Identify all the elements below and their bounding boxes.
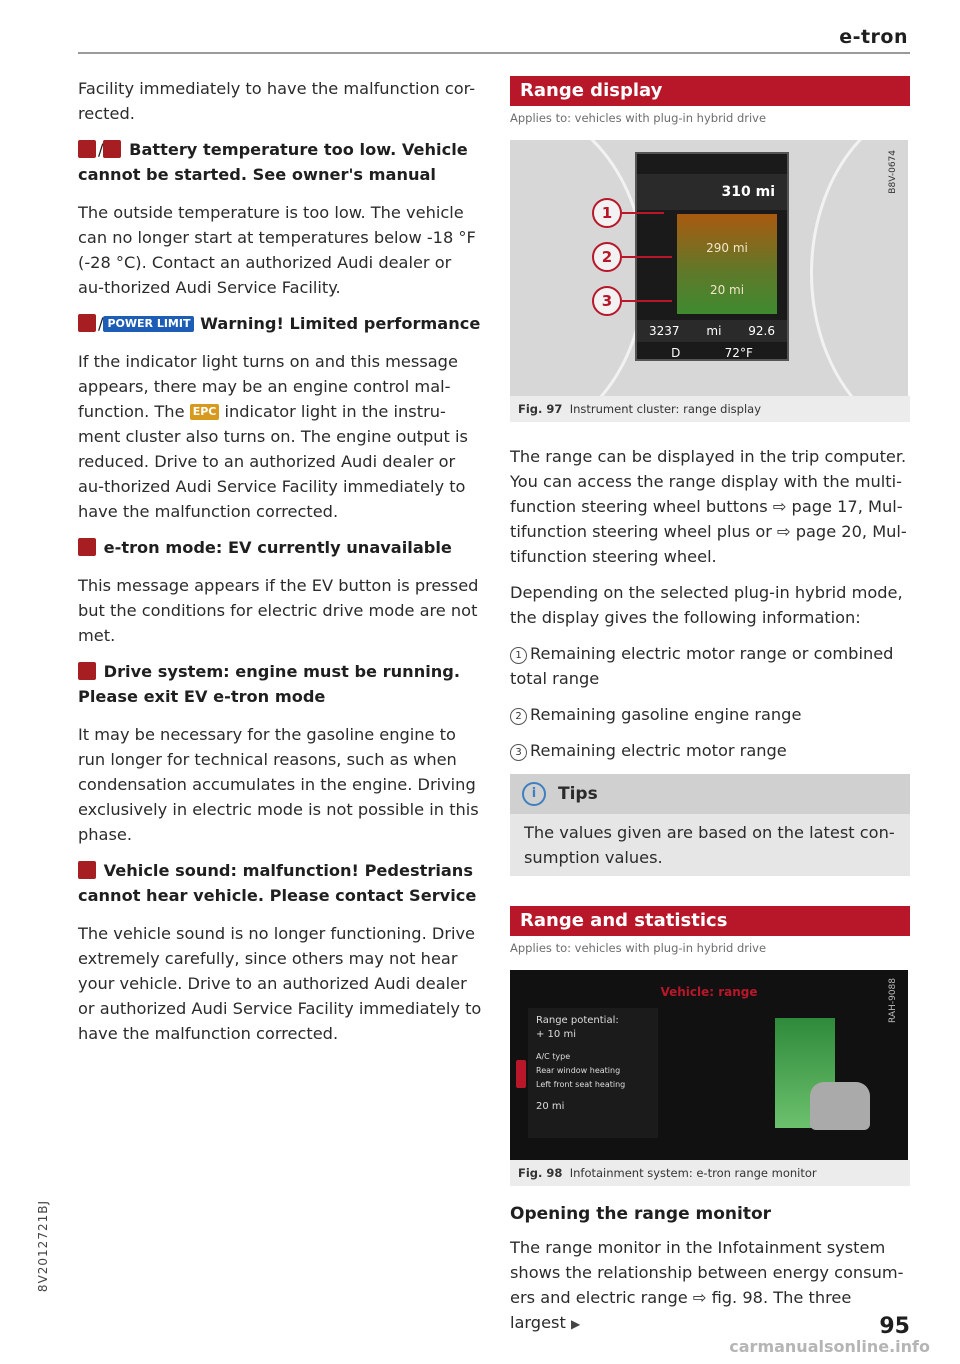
tips-body: The values given are based on the latest con-sumption values. — [524, 823, 895, 867]
figure-98-range-monitor — [510, 970, 908, 1160]
info-line: 20 mi — [536, 1101, 565, 1112]
page-number: 95 — [879, 1314, 910, 1339]
trip-value: 92.6 — [748, 324, 775, 338]
info-line: + 10 mi — [536, 1029, 576, 1040]
left-column — [78, 76, 482, 1057]
odometer: 3237 — [649, 324, 680, 338]
figure-caption-text: Infotainment system: e-tron range monitor — [569, 1166, 817, 1180]
figure-98-caption — [510, 1160, 910, 1186]
vehicle-sound-icon — [78, 861, 96, 879]
continue-arrow-icon: ▶ — [570, 1317, 581, 1331]
list-item-text: Remaining electric motor range — [530, 741, 787, 760]
gasoline-range: 290 mi — [706, 241, 748, 255]
ev-mode-icon — [78, 538, 96, 556]
battery-temperature-icon — [103, 140, 121, 158]
paragraph: It may be necessary for the gasoline engine to run longer for technical reasons, such as when condensation accumulates in the engine. Driving exclusively in electric mode is not possible in this phase. — [78, 725, 479, 844]
figure-97-instrument-cluster — [510, 140, 908, 396]
figure-caption-text: Instrument cluster: range display — [569, 402, 762, 416]
info-icon: i — [522, 782, 546, 806]
warning-heading — [78, 659, 482, 709]
info-line: Rear window heating — [536, 1066, 621, 1075]
warning-heading: / Battery temperature too low. Vehicle cannot be started. See owner's manual — [78, 140, 468, 184]
battery-temperature-icon — [78, 140, 96, 158]
paragraph-text: The range monitor in the Infotainment system shows the relationship between energy consum-ers and electric range ⇨ fig. 98. The three largest — [510, 1238, 904, 1332]
page-header-title: e-tron — [839, 26, 908, 48]
outside-temperature: 72°F — [724, 346, 753, 360]
range-info-panel — [528, 1008, 658, 1138]
list-item-text: Remaining gasoline engine range — [530, 705, 802, 724]
tips-box — [510, 774, 910, 876]
paragraph-text: If the indicator light turns on and this message appears, there may be an engine control mal-function. The — [78, 352, 458, 421]
applies-to-note: Applies to: vehicles with plug-in hybrid drive — [510, 941, 767, 955]
section-title-range-display: Range display — [510, 76, 910, 106]
paragraph: The outside temperature is too low. The vehicle can no longer start at temperatures below -18 °F (-28 °C). Contact an authorized Audi dealer or au-thorized Audi Service Facility. — [78, 203, 476, 297]
status-row — [637, 342, 787, 364]
paragraph: The vehicle sound is no longer functioning. Drive extremely carefully, since others may not hear your vehicle. Drive to an authorized Audi dealer or authorized Audi Service Facility immediately to have the malfunction corrected. — [78, 924, 482, 1043]
screen-title: Vehicle: range — [660, 985, 758, 999]
callout-line — [622, 256, 672, 258]
list-item — [510, 702, 910, 727]
left-gauge — [510, 140, 646, 396]
figure-97-caption — [510, 396, 910, 422]
warning-heading — [78, 535, 482, 560]
epc-indicator-icon: EPC — [190, 404, 220, 420]
callout-1: 1 — [592, 198, 622, 228]
drive-system-icon — [78, 662, 96, 680]
subheading: Opening the range monitor — [510, 1204, 772, 1224]
list-item-text: Remaining electric motor range or combined total range — [510, 644, 894, 688]
tips-header — [510, 774, 910, 814]
power-limit-badge: POWER LIMIT — [103, 316, 194, 332]
figure-label: Fig. 97 — [518, 402, 563, 416]
watermark: carmanualsonline.info — [729, 1337, 930, 1356]
callout-line — [622, 300, 672, 302]
list-marker: 1 — [510, 647, 527, 664]
paragraph: Facility immediately to have the malfunction cor-rected. — [78, 79, 476, 123]
power-limit-icon — [78, 314, 96, 332]
list-marker: 3 — [510, 744, 527, 761]
paragraph: The range can be displayed in the trip computer. You can access the range display with the multi-function steering wheel buttons ⇨ page 17, Mul-tifunction steering wheel plus or ⇨ page 20, Mul-tifunction steering wheel. — [510, 447, 907, 566]
image-code: B8V-0674 — [888, 150, 898, 194]
right-column — [510, 76, 910, 1348]
warning-heading-text: Warning! Limited performance — [200, 314, 481, 333]
document-code: 8V2012721BJ — [36, 1200, 50, 1293]
car-icon — [810, 1082, 870, 1130]
warning-heading-text: Drive system: engine must be running. Please exit EV e-tron mode — [78, 662, 461, 706]
odometer-row — [637, 320, 787, 342]
warning-heading-text: Vehicle sound: malfunction! Pedestrians cannot hear vehicle. Please contact Service — [78, 861, 477, 905]
warning-heading — [78, 858, 482, 908]
figure-label: Fig. 98 — [518, 1166, 563, 1180]
electric-range: 20 mi — [709, 283, 745, 297]
section-title-range-statistics: Range and statistics — [510, 906, 910, 936]
list-marker: 2 — [510, 708, 527, 725]
warning-heading-text: e-tron mode: EV currently unavailable — [103, 538, 452, 557]
callout-line — [622, 212, 664, 214]
range-indicator-bar — [516, 1060, 526, 1088]
warning-heading-text: Battery temperature too low. Vehicle cannot be started. See owner's manual — [78, 140, 468, 184]
info-line: Left front seat heating — [536, 1080, 626, 1089]
callout-3: 3 — [592, 286, 622, 316]
paragraph — [78, 349, 482, 524]
applies-to-note: Applies to: vehicles with plug-in hybrid drive — [510, 111, 767, 125]
paragraph: Depending on the selected plug-in hybrid mode, the display gives the following information: — [510, 583, 903, 627]
tips-title: Tips — [558, 784, 598, 804]
info-line: Range potential: — [536, 1015, 619, 1026]
warning-heading: / POWER LIMIT Warning! Limited performance — [78, 311, 482, 336]
list-item — [510, 738, 910, 763]
combined-range: 310 mi — [637, 174, 787, 210]
callout-2: 2 — [592, 242, 622, 272]
list-item — [510, 641, 910, 691]
header-rule — [78, 52, 910, 54]
info-line: A/C type — [536, 1052, 571, 1061]
paragraph-text: indicator light in the instru-ment cluster also turns on. The engine output is reduced. Drive to an authorized Audi dealer or au-thorized Audi Service Facility immediately to have the malfunction corrected. — [78, 402, 468, 521]
gear-indicator: D — [671, 346, 681, 360]
odometer-unit: mi — [706, 324, 722, 338]
image-code: RAH-9088 — [888, 978, 898, 1023]
paragraph: This message appears if the EV button is pressed but the conditions for electric drive mode are not met. — [78, 576, 479, 645]
paragraph — [510, 1235, 910, 1337]
